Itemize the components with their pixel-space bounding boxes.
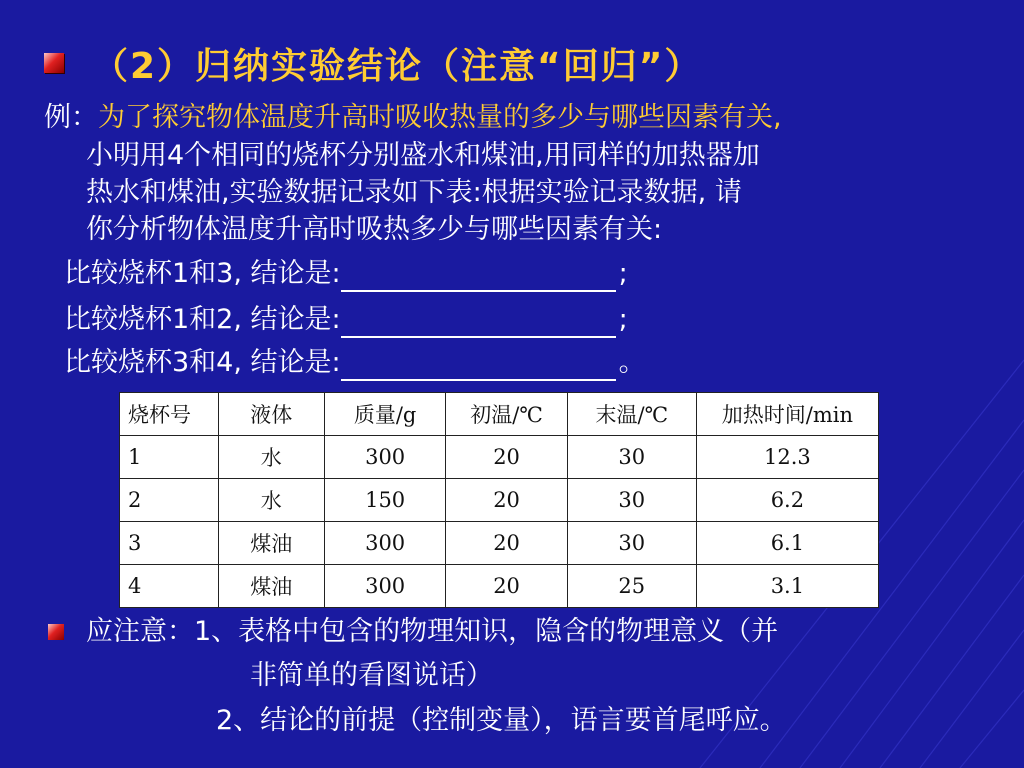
table-header-row	[120, 393, 879, 436]
table-cell: 30	[567, 436, 696, 479]
comparison-1-3	[64, 256, 628, 292]
table-cell: 12.3	[696, 436, 878, 479]
table-cell: 20	[446, 436, 567, 479]
example-line-3: 热水和煤油,实验数据记录如下表:根据实验记录数据, 请	[86, 177, 742, 208]
example-line-1	[44, 100, 782, 136]
table-cell: 150	[324, 479, 445, 522]
table-cell: 水	[218, 436, 324, 479]
note-line-1: 应注意：1、表格中包含的物理知识，隐含的物理意义（并	[86, 616, 779, 647]
answer-blank[interactable]	[341, 351, 616, 381]
table-cell: 300	[324, 522, 445, 565]
comparison-3-4	[64, 345, 646, 381]
experiment-data-table	[119, 392, 879, 607]
table-cell: 3.1	[696, 565, 878, 608]
table-cell: 6.2	[696, 479, 878, 522]
example-line-4: 你分析物体温度升高时吸热多少与哪些因素有关:	[86, 214, 663, 245]
square-bullet-icon	[48, 624, 64, 640]
slide-title	[44, 38, 702, 88]
note-line-2: 非简单的看图说话）	[250, 660, 493, 691]
comparison-label: 比较烧杯1和2, 结论是:	[64, 304, 341, 335]
example-line-2: 小明用4个相同的烧杯分别盛水和煤油,用同样的加热器加	[86, 140, 760, 171]
table-cell: 30	[567, 479, 696, 522]
header-cell: 质量/g	[324, 393, 445, 436]
table-cell: 水	[218, 479, 324, 522]
table-cell: 3	[120, 522, 219, 565]
comparison-label: 比较烧杯1和3, 结论是:	[64, 258, 341, 289]
header-cell: 末温/℃	[567, 393, 696, 436]
table-row	[120, 436, 879, 479]
table-cell: 6.1	[696, 522, 878, 565]
table-cell: 20	[446, 565, 567, 608]
header-cell: 加热时间/min	[696, 393, 878, 436]
example-question: 为了探究物体温度升高时吸收热量的多少与哪些因素有关,	[98, 102, 782, 133]
table-cell: 25	[567, 565, 696, 608]
answer-blank[interactable]	[341, 262, 616, 292]
comparison-end: ;	[618, 258, 628, 289]
table-row	[120, 479, 879, 522]
table-cell: 20	[446, 522, 567, 565]
table-cell: 4	[120, 565, 219, 608]
table-cell: 300	[324, 436, 445, 479]
table-cell: 20	[446, 479, 567, 522]
comparison-end: 。	[618, 347, 646, 378]
table-cell: 300	[324, 565, 445, 608]
table-cell: 煤油	[218, 522, 324, 565]
header-cell: 初温/℃	[446, 393, 567, 436]
table-cell: 2	[120, 479, 219, 522]
comparison-label: 比较烧杯3和4, 结论是:	[64, 347, 341, 378]
table-row	[120, 522, 879, 565]
slide-title-text: （2）归纳实验结论（注意“回归”）	[92, 45, 703, 87]
table-row	[120, 565, 879, 608]
table-cell: 1	[120, 436, 219, 479]
table-cell: 30	[567, 522, 696, 565]
note-line-3: 2、结论的前提（控制变量），语言要首尾呼应。	[216, 705, 787, 736]
comparison-1-2	[64, 302, 628, 338]
header-cell: 液体	[218, 393, 324, 436]
table-cell: 煤油	[218, 565, 324, 608]
answer-blank[interactable]	[341, 308, 616, 338]
header-cell: 烧杯号	[120, 393, 219, 436]
comparison-end: ;	[618, 304, 628, 335]
square-bullet-icon	[44, 53, 64, 73]
example-prefix: 例：	[44, 102, 98, 133]
